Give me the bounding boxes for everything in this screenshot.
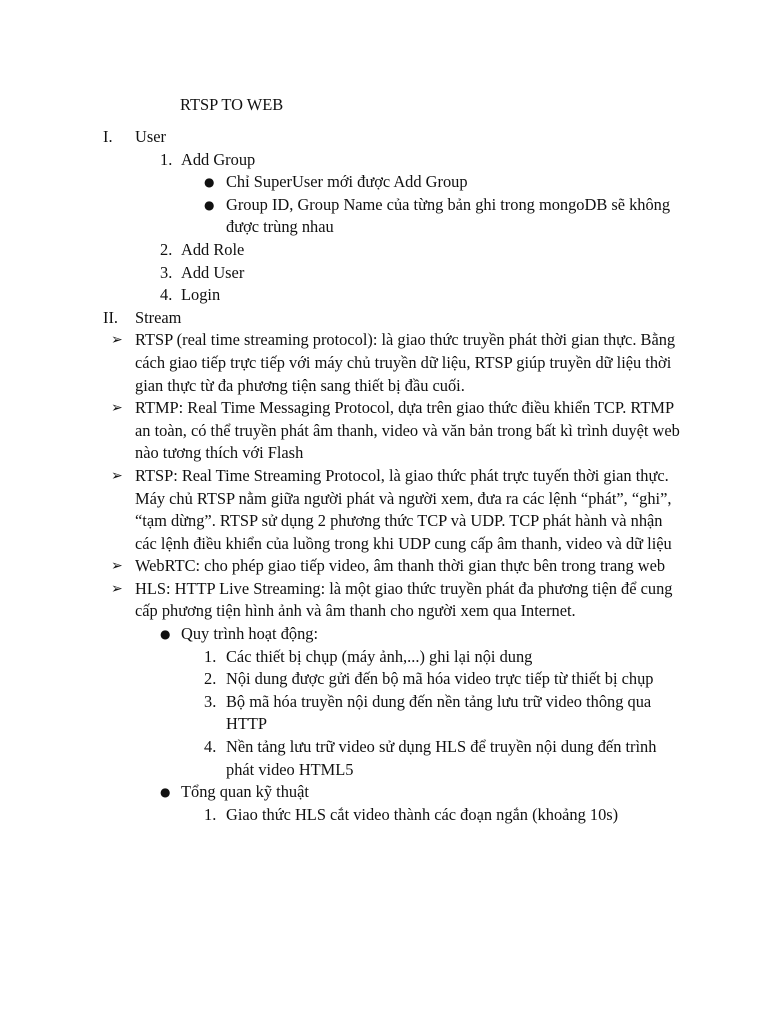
step-text: Nền tảng lưu trữ video sử dụng HLS để truyền nội dung đến trình phát video HTML5 bbox=[226, 737, 657, 779]
arrow-bullet-icon: ➢ bbox=[111, 400, 123, 417]
sub-bullet-technical-overview bbox=[0, 781, 768, 804]
arrow-bullet-icon: ➢ bbox=[111, 467, 123, 484]
sub-bullet-text: Tổng quan kỹ thuật bbox=[181, 782, 309, 802]
sub-bullet-workflow bbox=[0, 623, 768, 646]
arrow-bullet-icon: ➢ bbox=[111, 580, 123, 597]
section-marker: I. bbox=[103, 127, 113, 146]
arrow-item-rtsp bbox=[0, 329, 768, 397]
step-number: 1. bbox=[204, 646, 217, 666]
arrow-item-text: HLS: HTTP Live Streaming: là một giao thức truyền phát đa phương tiện để cung cấp phương tiện hình ảnh và âm thanh cho người xem qua Internet. bbox=[135, 578, 673, 621]
step-text: Nội dung được gửi đến bộ mã hóa video trực tiếp từ thiết bị chụp bbox=[226, 669, 654, 689]
bullet-text: Group ID, Group Name của từng bản ghi trong mongoDB sẽ không được trùng nhau bbox=[226, 194, 671, 237]
step-number: 3. bbox=[204, 691, 217, 711]
bullet-icon: ● bbox=[160, 785, 171, 800]
bullet-icon: ● bbox=[204, 197, 215, 212]
bullet-icon: ● bbox=[160, 627, 171, 642]
arrow-bullet-icon: ➢ bbox=[111, 558, 123, 575]
list-item-text: Add Role bbox=[181, 239, 245, 259]
sub-bullet-text: Quy trình hoạt động: bbox=[181, 624, 319, 644]
list-number: 3. bbox=[160, 262, 173, 282]
step-number: 1. bbox=[204, 804, 217, 824]
arrow-item-text: RTSP: Real Time Streaming Protocol, là giao thức phát trực tuyến thời gian thực. Máy chủ RTSP nằm giữa người phát và người xem, đưa ra các lệnh “phát”, “ghi”, “tạm dừng”. RTSP sử dụng 2 phương thức TCP và UDP. TCP phát hành và nhận các lệnh điều khiển của luồng trong khi UDP cung cấp âm thanh, video và dữ liệu bbox=[135, 465, 672, 553]
step-text: Bộ mã hóa truyền nội dung đến nền tảng lưu trữ video thông qua HTTP bbox=[226, 691, 652, 734]
list-item-login bbox=[0, 284, 768, 307]
step-item bbox=[0, 736, 768, 781]
step-text: Các thiết bị chụp (máy ảnh,...) ghi lại nội dung bbox=[226, 646, 533, 666]
list-number: 4. bbox=[160, 285, 173, 305]
arrow-item-hls bbox=[0, 578, 768, 623]
list-item-text: Login bbox=[181, 285, 221, 305]
step-number: 4. bbox=[204, 737, 217, 757]
list-item-add-group bbox=[0, 149, 768, 172]
list-item-text: Add Group bbox=[181, 149, 256, 169]
section-stream bbox=[0, 307, 768, 330]
step-item bbox=[0, 668, 768, 691]
section-title: User bbox=[135, 127, 166, 146]
bullet-icon: ● bbox=[204, 175, 215, 190]
step-number: 2. bbox=[204, 669, 217, 689]
list-number: 1. bbox=[160, 149, 173, 169]
arrow-item-webrtc bbox=[0, 555, 768, 578]
section-user bbox=[0, 126, 768, 149]
arrow-item-rtsp-2 bbox=[0, 465, 768, 555]
bullet-text: Chỉ SuperUser mới được Add Group bbox=[226, 172, 468, 192]
section-title: Stream bbox=[135, 307, 182, 327]
bullet-item bbox=[0, 171, 768, 194]
arrow-item-rtmp bbox=[0, 397, 768, 465]
list-item-add-user bbox=[0, 262, 768, 285]
arrow-bullet-icon: ➢ bbox=[111, 332, 123, 349]
document-title: RTSP TO WEB bbox=[180, 95, 284, 114]
step-item bbox=[0, 804, 768, 827]
step-text: Giao thức HLS cắt video thành các đoạn ngắn (khoảng 10s) bbox=[226, 804, 619, 824]
arrow-item-text: RTSP (real time streaming protocol): là giao thức truyền phát thời gian thực. Bằng cách giao tiếp trực tiếp với máy chủ truyền dữ liệu, RTSP giúp truyền dữ liệu thời gian thực từ đa phương tiện sang thiết bị đầu cuối. bbox=[135, 330, 676, 395]
list-item-add-role bbox=[0, 239, 768, 262]
arrow-item-text: WebRTC: cho phép giao tiếp video, âm thanh thời gian thực bên trong trang web bbox=[135, 556, 666, 576]
list-item-text: Add User bbox=[181, 262, 245, 282]
arrow-item-text: RTMP: Real Time Messaging Protocol, dựa trên giao thức điều khiển TCP. RTMP an toàn, có thể truyền phát âm thanh, video và văn bản trong bất kì trình duyệt web nào tương thích với Flash bbox=[135, 398, 680, 463]
document-body bbox=[0, 126, 768, 826]
bullet-item bbox=[0, 194, 768, 239]
list-number: 2. bbox=[160, 239, 173, 259]
step-item bbox=[0, 691, 768, 736]
step-item bbox=[0, 646, 768, 669]
section-marker: II. bbox=[103, 307, 119, 327]
